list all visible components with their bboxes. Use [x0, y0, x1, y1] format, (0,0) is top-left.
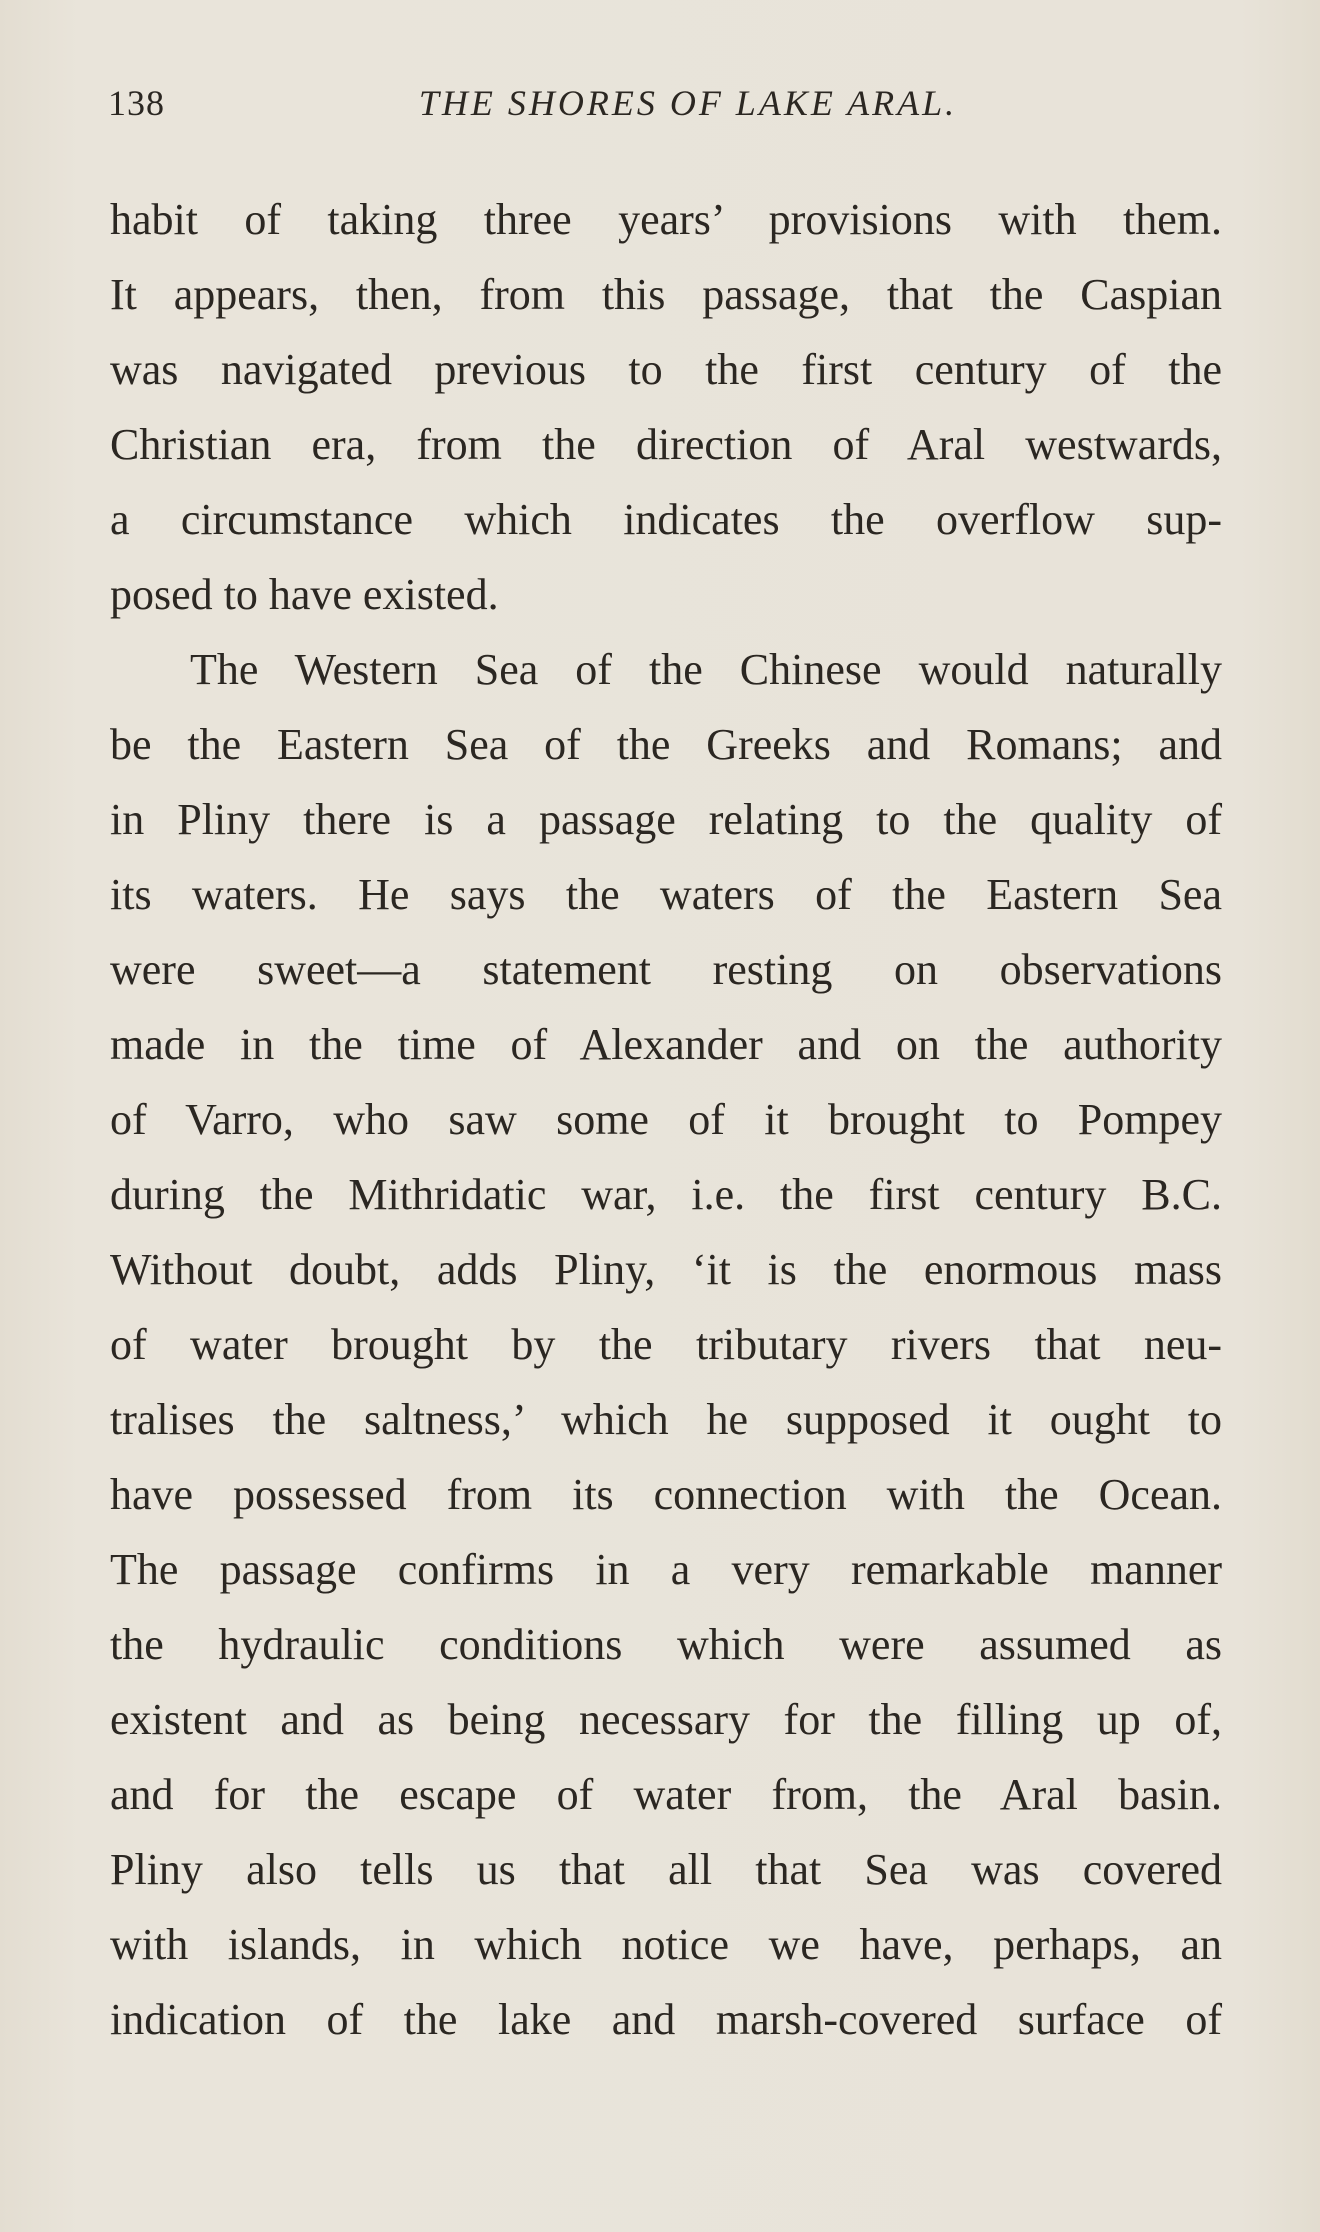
page-number: 138 [108, 83, 165, 123]
text-line: made in the time of Alexander and on the authority [110, 1020, 1222, 1069]
text-line: in Pliny there is a passage relating to the quality of [110, 795, 1222, 844]
text-line: habit of taking three years’ provisions with them. [110, 195, 1222, 244]
text-line: of water brought by the tributary rivers that neu- [110, 1320, 1222, 1369]
text-line: The passage confirms in a very remarkable manner [110, 1545, 1222, 1594]
text-line: a circumstance which indicates the overflow sup- [110, 495, 1222, 544]
text-line: and for the escape of water from, the Aral basin. [110, 1770, 1222, 1819]
text-line: It appears, then, from this passage, that the Caspian [110, 270, 1222, 319]
text-line: Without doubt, adds Pliny, ‘it is the enormous mass [110, 1245, 1222, 1294]
text-line: tralises the saltness,’ which he supposed it ought to [110, 1395, 1222, 1444]
text-line: have possessed from its connection with the Ocean. [110, 1470, 1222, 1519]
text-line: the hydraulic conditions which were assumed as [110, 1620, 1222, 1669]
text-line: existent and as being necessary for the filling up of, [110, 1695, 1222, 1744]
body-text [110, 182, 1222, 2057]
text-line: its waters. He says the waters of the Eastern Sea [110, 870, 1222, 919]
text-line: during the Mithridatic war, i.e. the first century B.C. [110, 1170, 1222, 1219]
running-title: THE SHORES OF LAKE ARAL. [418, 83, 958, 123]
text-line: Christian era, from the direction of Aral westwards, [110, 420, 1222, 469]
text-line: of Varro, who saw some of it brought to Pompey [110, 1095, 1222, 1144]
text-line: posed to have existed. [110, 570, 499, 619]
text-line: were sweet—a statement resting on observations [110, 945, 1222, 994]
running-head [108, 82, 1220, 132]
text-line: be the Eastern Sea of the Greeks and Romans; and [110, 720, 1222, 769]
text-line: Pliny also tells us that all that Sea was covered [110, 1845, 1222, 1894]
text-line: with islands, in which notice we have, perhaps, an [110, 1920, 1222, 1969]
text-line: was navigated previous to the first century of the [110, 345, 1222, 394]
text-line: The Western Sea of the Chinese would naturally [190, 645, 1222, 694]
text-line: indication of the lake and marsh-covered surface of [110, 1995, 1222, 2044]
